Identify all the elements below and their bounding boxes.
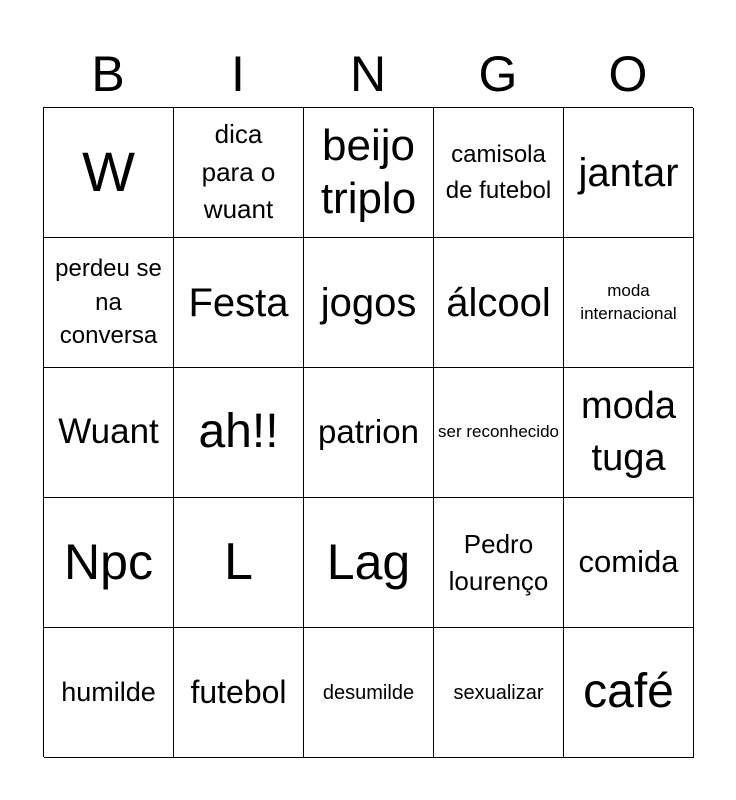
cell-text: desumilde	[322, 681, 415, 704]
bingo-cell[interactable]	[564, 628, 694, 758]
bingo-cell[interactable]	[44, 108, 174, 238]
bingo-header	[43, 40, 693, 108]
cell-text: café	[583, 665, 674, 719]
cell-text: L	[224, 533, 253, 592]
bingo-cell[interactable]	[174, 108, 304, 238]
cell-text: ser reconhecido	[438, 422, 559, 442]
cell-text: jogos	[320, 280, 417, 325]
bingo-board	[43, 107, 693, 757]
cell-text: ah!!	[198, 405, 279, 459]
header-letter-i: I	[231, 46, 245, 102]
bingo-cell[interactable]	[434, 108, 564, 238]
bingo-cell[interactable]	[564, 238, 694, 368]
bingo-cell[interactable]	[304, 368, 434, 498]
bingo-cell[interactable]	[304, 628, 434, 758]
cell-text: Npc	[64, 534, 153, 590]
bingo-cell[interactable]	[434, 628, 564, 758]
cell-text: dica para o wuant	[201, 118, 276, 225]
bingo-cell[interactable]	[44, 238, 174, 368]
cell-text: camisola de futebol	[445, 140, 552, 204]
bingo-cell[interactable]	[174, 498, 304, 628]
bingo-cell[interactable]	[304, 108, 434, 238]
cell-text: moda internacional	[580, 280, 677, 323]
header-letter-g: G	[478, 46, 518, 102]
cell-text: moda tuga	[580, 385, 677, 479]
cell-text: Wuant	[58, 412, 159, 452]
bingo-cell[interactable]	[174, 628, 304, 758]
bingo-cell[interactable]	[434, 238, 564, 368]
cell-text: sexualizar	[453, 681, 544, 704]
cell-text: álcool	[446, 280, 551, 325]
cell-text: futebol	[190, 673, 287, 710]
bingo-cell[interactable]	[564, 368, 694, 498]
cell-text: Festa	[188, 280, 289, 325]
cell-text: Lag	[326, 534, 411, 590]
bingo-cell[interactable]	[174, 368, 304, 498]
bingo-cell[interactable]	[434, 368, 564, 498]
bingo-cell[interactable]	[564, 108, 694, 238]
bingo-cell[interactable]	[44, 628, 174, 758]
cell-text: comida	[578, 544, 679, 580]
cell-text: Pedro lourenço	[448, 529, 549, 596]
bingo-cell[interactable]	[304, 238, 434, 368]
cell-text: patrion	[318, 413, 419, 451]
bingo-cell[interactable]	[434, 498, 564, 628]
bingo-cell[interactable]	[564, 498, 694, 628]
header-letter-n: N	[349, 46, 387, 102]
bingo-cell[interactable]	[44, 498, 174, 628]
bingo-cell[interactable]	[304, 498, 434, 628]
bingo-cell[interactable]	[44, 368, 174, 498]
cell-text: beijo triplo	[320, 120, 417, 223]
cell-text: humilde	[61, 676, 156, 707]
cell-text: jantar	[578, 150, 679, 195]
header-letter-o: O	[608, 46, 648, 102]
cell-text: W	[82, 140, 135, 204]
header-letter-b: B	[91, 46, 125, 102]
bingo-cell[interactable]	[174, 238, 304, 368]
cell-text: perdeu se na conversa	[55, 255, 162, 350]
